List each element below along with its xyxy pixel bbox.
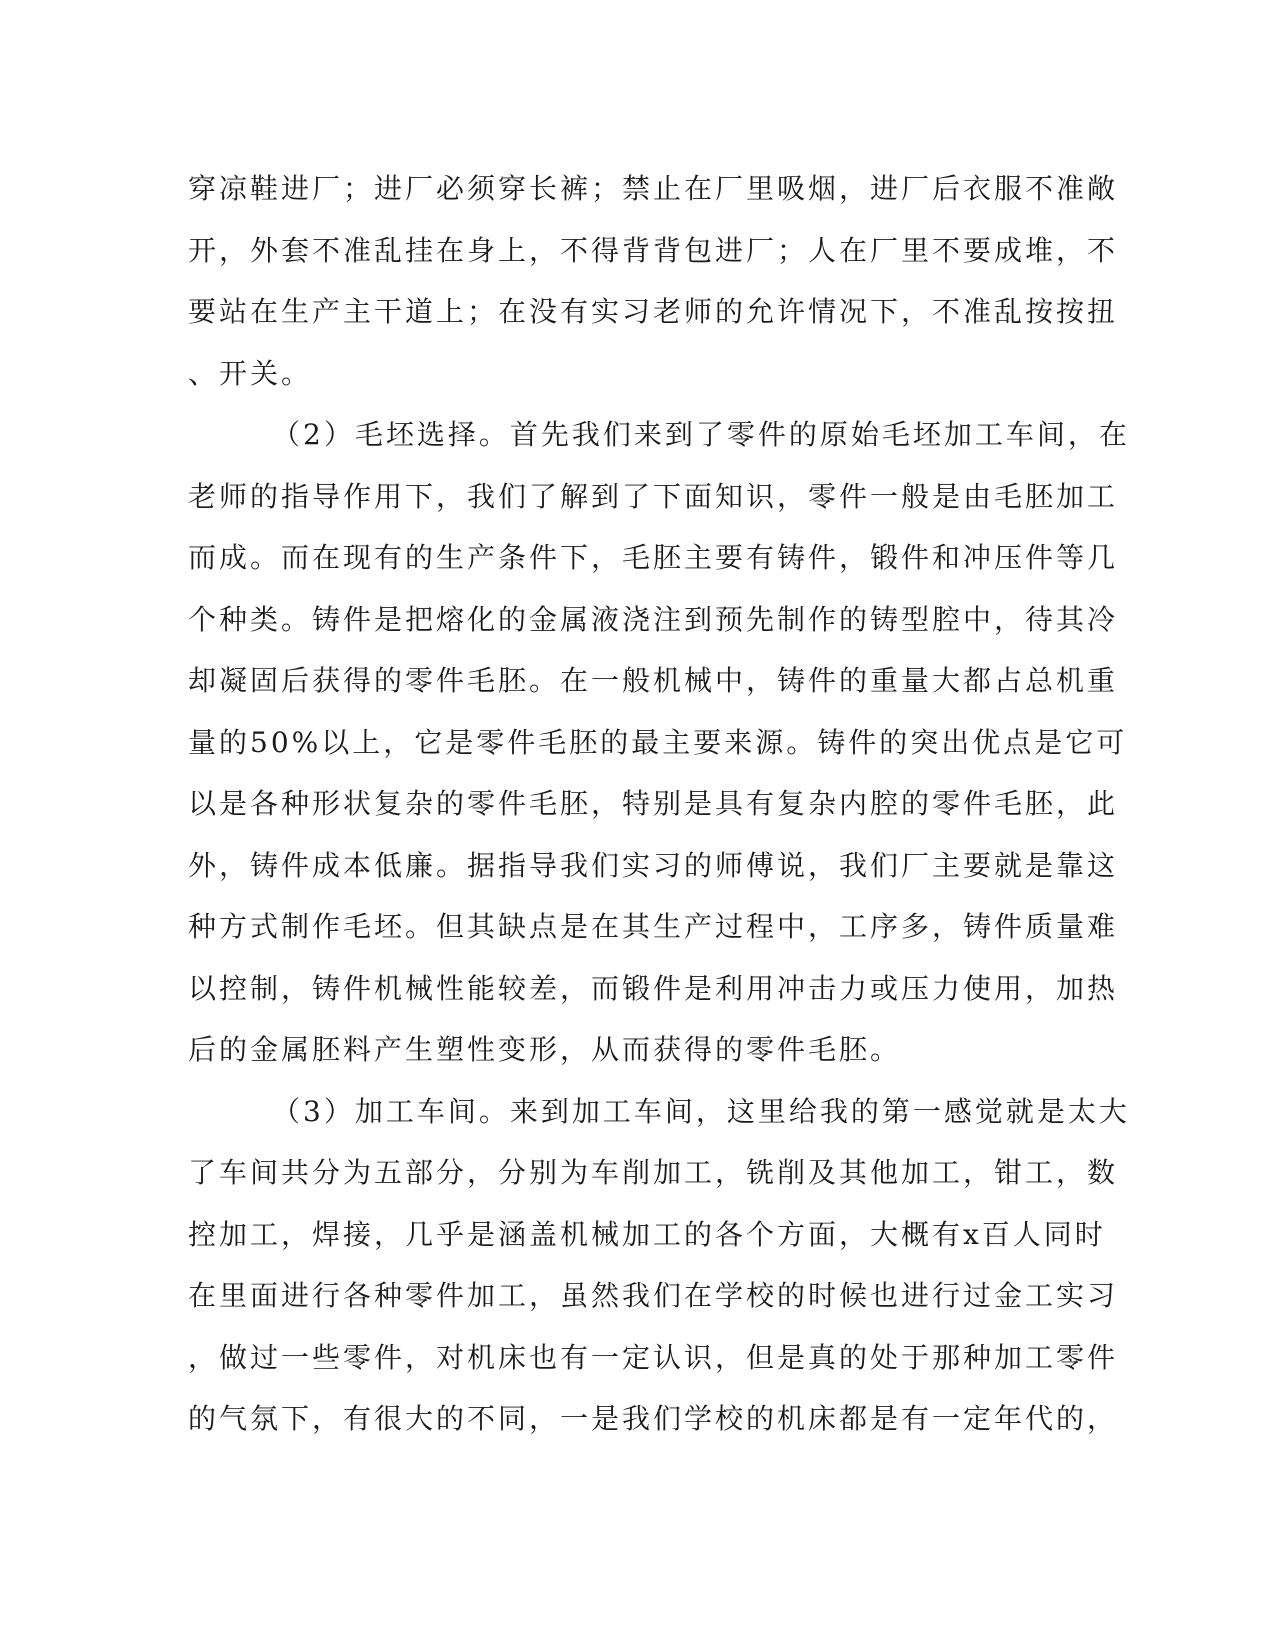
- text-line: 了车间共分为五部分，分别为车削加工，铣削及其他加工，钳工，数: [188, 1156, 1119, 1189]
- text-line: 却凝固后获得的零件毛胚。在一般机械中，铸件的重量大都占总机重: [188, 664, 1119, 697]
- text-line: 、开关。: [188, 356, 313, 390]
- text-line: 开，外套不准乱挂在身上，不得背背包进厂；人在厂里不要成堆，不: [188, 233, 1119, 267]
- text-line: 量的50%以上，它是零件毛胚的最主要来源。铸件的突出优点是它可: [188, 725, 1128, 759]
- text-line: 要站在生产主干道上；在没有实习老师的允许情况下，不准乱按按扭: [188, 295, 1119, 328]
- text-line: ，做过一些零件，对机床也有一定认识，但是真的处于那种加工零件: [188, 1340, 1119, 1374]
- paragraph-start-line: （2）毛坯选择。首先我们来到了零件的原始毛坯加工车间，在: [272, 418, 1130, 451]
- text-line: 在里面进行各种零件加工，虽然我们在学校的时候也进行过金工实习: [188, 1279, 1119, 1312]
- text-line: 个种类。铸件是把熔化的金属液浇注到预先制作的铸型腔中，待其冷: [188, 602, 1119, 636]
- text-line: 外，铸件成本低廉。据指导我们实习的师傅说，我们厂主要就是靠这: [188, 848, 1119, 882]
- text-line: 而成。而在现有的生产条件下，毛胚主要有铸件，锻件和冲压件等几: [188, 541, 1119, 574]
- text-line: 穿凉鞋进厂；进厂必须穿长裤；禁止在厂里吸烟，进厂后衣服不准敞: [188, 172, 1119, 205]
- text-line: 以控制，铸件机械性能较差，而锻件是利用冲击力或压力使用，加热: [188, 971, 1119, 1005]
- text-line: 的气氛下，有很大的不同，一是我们学校的机床都是有一定年代的，: [188, 1402, 1119, 1435]
- text-line: 控加工，焊接，几乎是涵盖机械加工的各个方面，大概有x百人同时: [188, 1217, 1106, 1251]
- text-line: 种方式制作毛坯。但其缺点是在其生产过程中，工序多，铸件质量难: [188, 910, 1119, 943]
- text-line: 后的金属胚料产生塑性变形，从而获得的零件毛胚。: [188, 1033, 902, 1066]
- paragraph-start-line: （3）加工车间。来到加工车间，这里给我的第一感觉就是太大: [272, 1094, 1130, 1128]
- text-line: 以是各种形状复杂的零件毛胚，特别是具有复杂内腔的零件毛胚，此: [188, 787, 1119, 820]
- body-text: [188, 158, 1130, 1450]
- text-line: 老师的指导作用下，我们了解到了下面知识，零件一般是由毛胚加工: [188, 479, 1119, 513]
